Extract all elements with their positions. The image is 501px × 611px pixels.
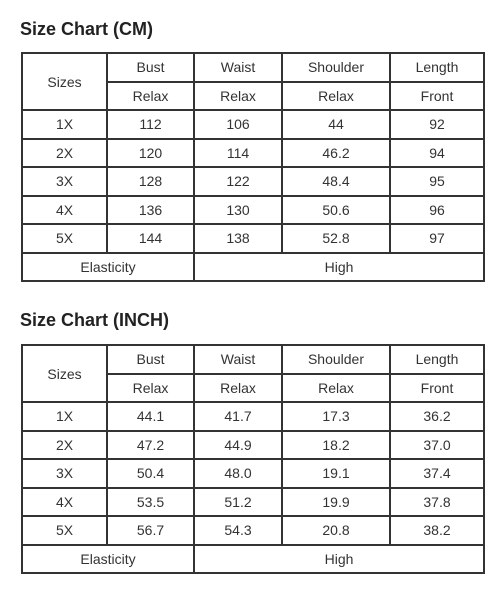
elasticity-label: Elasticity: [22, 545, 194, 574]
shoulder-cell: 19.1: [282, 459, 390, 488]
size-cell: 3X: [22, 167, 107, 196]
shoulder-cell: 18.2: [282, 431, 390, 460]
size-cell: 3X: [22, 459, 107, 488]
size-chart-inch-table: [21, 344, 485, 574]
length-cell: 96: [390, 196, 484, 225]
shoulder-header: Shoulder: [282, 53, 390, 82]
size-chart-cm-title: Size Chart (CM): [20, 19, 154, 39]
waist-subheader: Relax: [194, 374, 282, 403]
bust-cell: 50.4: [107, 459, 194, 488]
bust-cell: 47.2: [107, 431, 194, 460]
bust-cell: 120: [107, 139, 194, 168]
length-subheader: Front: [390, 82, 484, 111]
shoulder-cell: 19.9: [282, 488, 390, 517]
table-header-row: [22, 345, 484, 374]
shoulder-cell: 52.8: [282, 224, 390, 253]
bust-header: Bust: [107, 53, 194, 82]
table-footer-row: [22, 253, 484, 282]
sizes-header: Sizes: [22, 53, 107, 110]
waist-cell: 138: [194, 224, 282, 253]
size-cell: 5X: [22, 516, 107, 545]
table-header-row: [22, 53, 484, 82]
waist-cell: 54.3: [194, 516, 282, 545]
bust-cell: 128: [107, 167, 194, 196]
size-cell: 5X: [22, 224, 107, 253]
waist-subheader: Relax: [194, 82, 282, 111]
table-row: [22, 431, 484, 460]
table-row: [22, 224, 484, 253]
table-footer-row: [22, 545, 484, 574]
length-cell: 37.8: [390, 488, 484, 517]
size-cell: 4X: [22, 488, 107, 517]
elasticity-label: Elasticity: [22, 253, 194, 282]
waist-cell: 44.9: [194, 431, 282, 460]
waist-header: Waist: [194, 53, 282, 82]
table-row: [22, 516, 484, 545]
bust-cell: 56.7: [107, 516, 194, 545]
waist-cell: 122: [194, 167, 282, 196]
length-cell: 37.4: [390, 459, 484, 488]
bust-cell: 44.1: [107, 402, 194, 431]
shoulder-cell: 48.4: [282, 167, 390, 196]
size-cell: 2X: [22, 431, 107, 460]
table-row: [22, 459, 484, 488]
length-cell: 92: [390, 110, 484, 139]
length-subheader: Front: [390, 374, 484, 403]
waist-cell: 106: [194, 110, 282, 139]
length-cell: 97: [390, 224, 484, 253]
elasticity-value: High: [194, 545, 484, 574]
bust-cell: 53.5: [107, 488, 194, 517]
length-header: Length: [390, 345, 484, 374]
length-cell: 38.2: [390, 516, 484, 545]
waist-cell: 114: [194, 139, 282, 168]
table-row: [22, 139, 484, 168]
bust-header: Bust: [107, 345, 194, 374]
size-cell: 1X: [22, 402, 107, 431]
size-chart-cm-table: [21, 52, 485, 282]
size-cell: 4X: [22, 196, 107, 225]
bust-cell: 136: [107, 196, 194, 225]
shoulder-header: Shoulder: [282, 345, 390, 374]
table-row: [22, 488, 484, 517]
table-row: [22, 167, 484, 196]
length-cell: 36.2: [390, 402, 484, 431]
waist-cell: 41.7: [194, 402, 282, 431]
elasticity-value: High: [194, 253, 484, 282]
bust-cell: 112: [107, 110, 194, 139]
length-header: Length: [390, 53, 484, 82]
size-cell: 2X: [22, 139, 107, 168]
waist-header: Waist: [194, 345, 282, 374]
length-cell: 95: [390, 167, 484, 196]
shoulder-cell: 44: [282, 110, 390, 139]
table-row: [22, 402, 484, 431]
waist-cell: 130: [194, 196, 282, 225]
shoulder-cell: 17.3: [282, 402, 390, 431]
shoulder-cell: 20.8: [282, 516, 390, 545]
size-chart-inch-title: Size Chart (INCH): [20, 310, 170, 330]
shoulder-cell: 50.6: [282, 196, 390, 225]
length-cell: 94: [390, 139, 484, 168]
length-cell: 37.0: [390, 431, 484, 460]
shoulder-subheader: Relax: [282, 82, 390, 111]
bust-cell: 144: [107, 224, 194, 253]
size-cell: 1X: [22, 110, 107, 139]
waist-cell: 51.2: [194, 488, 282, 517]
table-row: [22, 196, 484, 225]
table-row: [22, 110, 484, 139]
shoulder-subheader: Relax: [282, 374, 390, 403]
bust-subheader: Relax: [107, 374, 194, 403]
sizes-header: Sizes: [22, 345, 107, 402]
shoulder-cell: 46.2: [282, 139, 390, 168]
waist-cell: 48.0: [194, 459, 282, 488]
bust-subheader: Relax: [107, 82, 194, 111]
